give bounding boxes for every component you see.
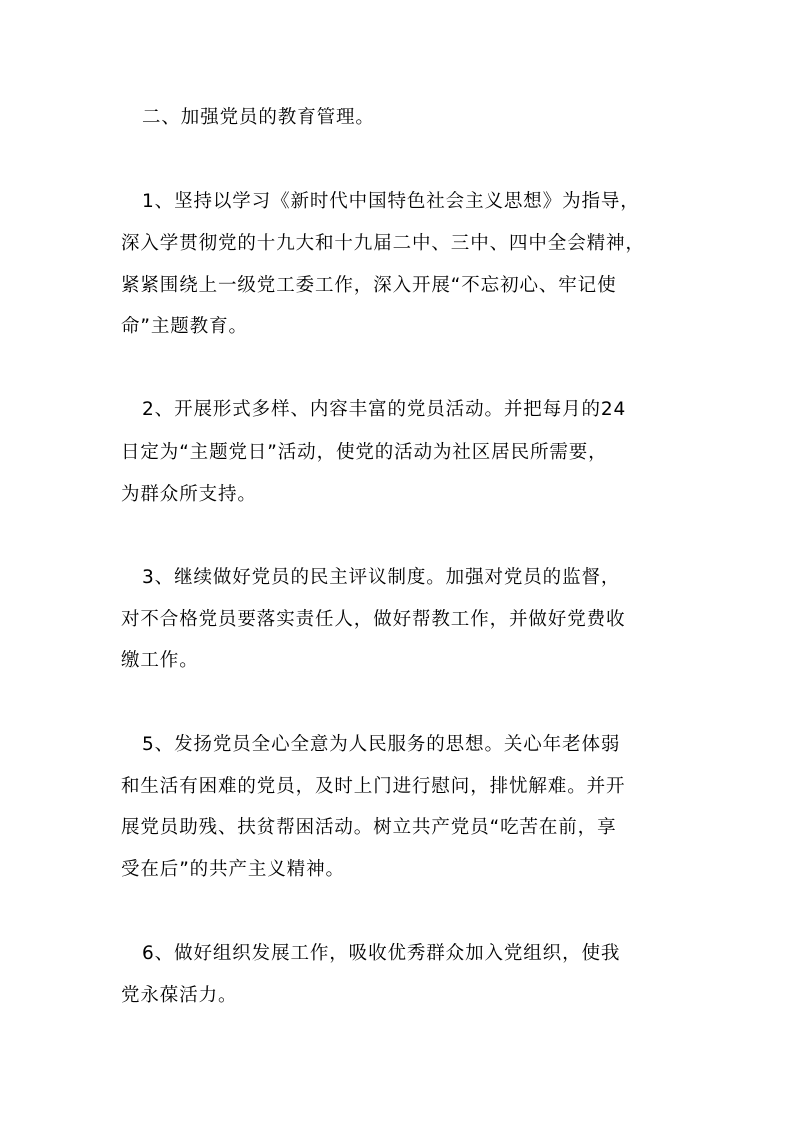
paragraph-1-line-1: 1、坚持以学习《新时代中国特色社会主义思想》为指导， (142, 191, 640, 212)
paragraph-5-line-3: 展党员助残、扶贫帮困活动。树立共产党员“吃苦在前，享 (121, 817, 617, 838)
paragraph-2-line-3: 为群众所支持。 (121, 484, 257, 505)
paragraph-6-line-1: 6、做好组织发展工作，吸收优秀群众加入党组织，使我 (142, 943, 621, 964)
paragraph-3-line-3: 缴工作。 (121, 650, 199, 671)
paragraph-1-line-2: 深入学贯彻党的十九大和十九届二中、三中、四中全会精神， (121, 233, 645, 254)
paragraph-1-line-4: 命”主题教育。 (121, 316, 248, 337)
paragraph-3-line-2: 对不合格党员要落实责任人，做好帮教工作，并做好党费收 (121, 609, 626, 630)
paragraph-1-line-3: 紧紧围绕上一级党工委工作，深入开展“不忘初心、牢记使 (121, 275, 617, 296)
paragraph-2-line-1: 2、开展形式多样、内容丰富的党员活动。并把每月的24 (142, 399, 627, 420)
paragraph-5-line-1: 5、发扬党员全心全意为人民服务的思想。关心年老体弱 (142, 734, 621, 755)
paragraph-2-line-2: 日定为“主题党日”活动，使党的活动为社区居民所需要， (121, 442, 608, 463)
paragraph-6-line-2: 党永葆活力。 (121, 985, 238, 1006)
paragraph-5-line-2: 和生活有困难的党员，及时上门进行慰问，排忧解难。并开 (121, 776, 626, 797)
paragraph-5-line-4: 受在后”的共产主义精神。 (121, 859, 345, 880)
paragraph-3-line-1: 3、继续做好党员的民主评议制度。加强对党员的监督， (142, 567, 621, 588)
section-heading: 二、加强党员的教育管理。 (142, 107, 375, 128)
